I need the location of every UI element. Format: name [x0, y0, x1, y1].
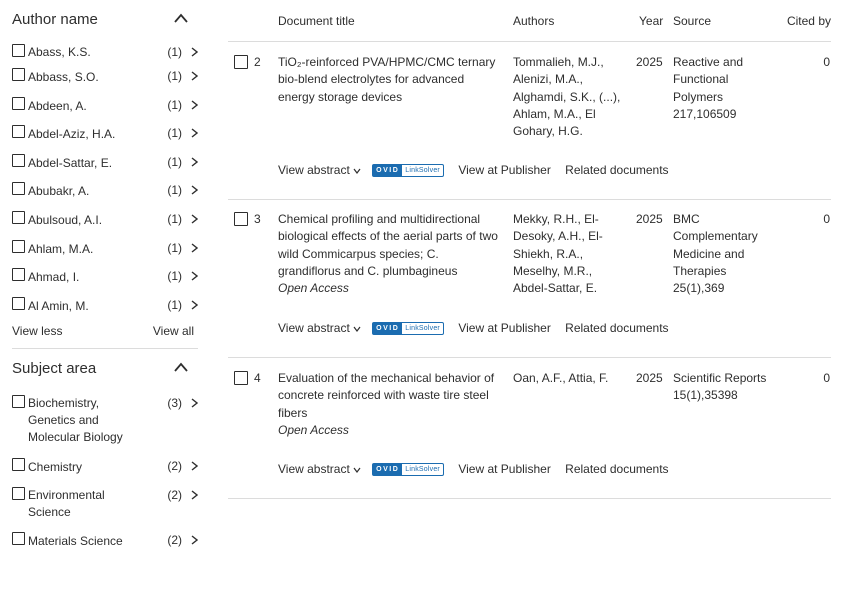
header-divider [228, 41, 831, 42]
facet-item-label: Ahmad, I. [28, 270, 80, 284]
chevron-right-icon[interactable] [191, 490, 198, 500]
row-cited-by: 0 [823, 55, 830, 69]
facet-item-label: Abulsoud, A.I. [28, 213, 103, 227]
facet-item-count: (1) [167, 212, 182, 226]
facet-item-count: (1) [167, 269, 182, 283]
row-year: 2025 [636, 55, 663, 69]
facet-item-label: Abdel-Sattar, E. [28, 156, 113, 170]
view-at-publisher-link[interactable]: View at Publisher [458, 321, 551, 336]
facet-item-author[interactable] [12, 68, 198, 97]
document-title-text: Evaluation of the mechanical behavior of concrete reinforced with waste tire steel fibers [278, 371, 495, 420]
chevron-down-icon [353, 467, 361, 473]
checkbox[interactable] [12, 532, 25, 545]
related-documents-link[interactable]: Related documents [565, 321, 669, 336]
subject-facet-title: Subject area [12, 360, 97, 377]
table-row [228, 211, 831, 341]
facet-item-count: (1) [167, 183, 182, 197]
facet-item-subject[interactable] [12, 532, 198, 552]
ovid-logo-text: OVID [373, 165, 402, 176]
row-divider [228, 498, 831, 499]
row-year: 2025 [636, 212, 663, 226]
row-authors[interactable]: Oan, A.F., Attia, F. [513, 371, 609, 385]
facet-item-label: Ahlam, M.A. [28, 242, 94, 256]
facet-item-author[interactable] [12, 154, 198, 182]
view-abstract-label: View abstract [278, 163, 350, 178]
facet-item-label: Al Amin, M. [28, 299, 89, 313]
row-year: 2025 [636, 371, 663, 385]
chevron-down-icon [353, 326, 361, 332]
row-divider [228, 357, 831, 358]
facet-item-label: Abubakr, A. [28, 184, 90, 198]
facet-item-subject[interactable] [12, 458, 198, 487]
chevron-right-icon[interactable] [191, 185, 198, 195]
facet-item-count: (2) [167, 488, 182, 502]
document-title-link[interactable] [278, 211, 503, 297]
row-source[interactable]: Scientific Reports 15(1),35398 [673, 371, 767, 403]
chevron-right-icon[interactable] [191, 47, 198, 57]
facet-item-label: Abdel-Aziz, H.A. [28, 127, 116, 141]
column-header-year[interactable]: Year [639, 14, 664, 28]
row-actions [278, 320, 680, 337]
facet-item-count: (1) [167, 241, 182, 255]
chevron-up-icon[interactable] [174, 13, 188, 23]
facet-item-count: (2) [167, 533, 182, 547]
facet-item-count: (1) [167, 126, 182, 140]
column-header-title[interactable]: Document title [278, 14, 355, 28]
checkbox[interactable] [12, 297, 25, 310]
facet-item-author[interactable] [12, 268, 198, 297]
filter-sidebar [12, 0, 198, 552]
row-source[interactable]: Reactive and Functional Polymers 217,106509 [673, 55, 744, 121]
view-at-publisher-link[interactable]: View at Publisher [458, 163, 551, 178]
facet-item-label: Materials Science [28, 534, 123, 548]
view-abstract-label: View abstract [278, 462, 350, 477]
chevron-right-icon[interactable] [191, 271, 198, 281]
facet-item-count: (1) [167, 98, 182, 112]
checkbox[interactable] [12, 240, 25, 253]
row-checkbox[interactable] [234, 371, 248, 385]
view-abstract-button[interactable] [278, 320, 361, 337]
facet-item-count: (1) [167, 155, 182, 169]
facet-item-author[interactable] [12, 211, 198, 240]
facet-item-author[interactable] [12, 125, 198, 154]
chevron-right-icon[interactable] [191, 128, 198, 138]
facet-item-subject[interactable] [12, 487, 198, 532]
chevron-right-icon[interactable] [191, 100, 198, 110]
facet-item-label: Abass, K.S. [28, 45, 91, 59]
facet-item-author[interactable] [12, 182, 198, 211]
chevron-right-icon[interactable] [191, 461, 198, 471]
chevron-right-icon[interactable] [191, 157, 198, 167]
author-facet-header[interactable] [12, 0, 198, 39]
author-facet-links [12, 322, 198, 342]
open-access-label: Open Access [278, 281, 349, 296]
facet-item-author[interactable] [12, 297, 198, 322]
column-header-cited-by[interactable]: Cited by [786, 14, 831, 28]
checkbox[interactable] [12, 97, 25, 110]
ovid-logo-text: OVID [373, 464, 402, 475]
view-abstract-button[interactable] [278, 461, 361, 478]
ovid-linksolver-button[interactable] [372, 164, 444, 177]
document-title-link[interactable] [278, 370, 503, 439]
row-authors[interactable]: Mekky, R.H., El-Desoky, A.H., El-Shiekh, R.A., Meselhy, M.R., Abdel-Sattar, E. [513, 212, 603, 296]
table-row [228, 54, 831, 184]
linksolver-text: LinkSolver [405, 466, 440, 474]
checkbox[interactable] [12, 211, 25, 224]
row-checkbox[interactable] [234, 55, 248, 69]
author-facet-title: Author name [12, 11, 98, 28]
view-less-link[interactable]: View less [12, 324, 63, 338]
row-authors[interactable]: Tommalieh, M.J., Alenizi, M.A., Alghamdi, S.K., (...), Ahlam, M.A., El Gohary, H.G. [513, 55, 621, 139]
view-all-link[interactable]: View all [152, 324, 194, 338]
checkbox[interactable] [12, 458, 25, 471]
row-number: 2 [254, 55, 261, 69]
column-header-authors[interactable]: Authors [513, 14, 555, 28]
linksolver-text: LinkSolver [405, 167, 440, 175]
facet-item-author[interactable] [12, 97, 198, 125]
chevron-right-icon[interactable] [191, 214, 198, 224]
facet-item-count: (3) [167, 396, 182, 410]
row-divider [228, 199, 831, 200]
checkbox[interactable] [12, 487, 25, 500]
chevron-down-icon [353, 168, 361, 174]
related-documents-link[interactable]: Related documents [565, 462, 669, 477]
view-abstract-button[interactable] [278, 162, 361, 179]
facet-item-count: (1) [167, 298, 182, 312]
ovid-logo-text: OVID [373, 323, 402, 334]
linksolver-text: LinkSolver [405, 325, 440, 333]
row-number: 4 [254, 371, 261, 385]
facet-item-count: (2) [167, 459, 182, 473]
chevron-right-icon[interactable] [191, 398, 198, 408]
checkbox[interactable] [12, 268, 25, 281]
chevron-right-icon[interactable] [191, 243, 198, 253]
chevron-right-icon[interactable] [191, 535, 198, 545]
facet-item-count: (1) [167, 69, 182, 83]
row-cited-by: 0 [823, 371, 830, 385]
ovid-linksolver-button[interactable] [372, 463, 444, 476]
view-at-publisher-link[interactable]: View at Publisher [458, 462, 551, 477]
facet-item-count: (1) [167, 45, 182, 59]
row-source[interactable]: BMC Complementary Medicine and Therapies 25(1),369 [673, 212, 758, 296]
document-title-text: Chemical profiling and multidirectional biological effects of the aerial parts of two wild Commicarpus species; C. grandiflorus and C. plumbagineus [278, 212, 498, 278]
facet-item-label: Abdeen, A. [28, 99, 87, 113]
chevron-up-icon[interactable] [174, 362, 188, 372]
document-title-text: TiO₂-reinforced PVA/HPMC/CMC ternary bio-blend electrolytes for advanced energy storage devices [278, 55, 496, 104]
facet-item-subject[interactable] [12, 395, 198, 458]
open-access-label: Open Access [278, 422, 349, 437]
chevron-right-icon[interactable] [191, 71, 198, 81]
column-header-source[interactable]: Source [673, 14, 712, 28]
facet-item-label: Abbass, S.O. [28, 70, 99, 84]
checkbox[interactable] [12, 125, 25, 138]
facet-item-author[interactable] [12, 240, 198, 268]
checkbox[interactable] [12, 395, 25, 408]
checkbox[interactable] [12, 182, 25, 195]
row-checkbox[interactable] [234, 212, 248, 226]
view-abstract-label: View abstract [278, 321, 350, 336]
facet-item-author[interactable] [12, 39, 198, 68]
facet-item-label: Environmental Science [28, 488, 105, 519]
row-actions [278, 461, 680, 478]
facet-item-label: Biochemistry, Genetics and Molecular Biology [28, 396, 123, 444]
checkbox[interactable] [12, 154, 25, 167]
ovid-linksolver-button[interactable] [372, 322, 444, 335]
row-actions [278, 162, 680, 179]
document-title-link[interactable] [278, 54, 503, 106]
row-number: 3 [254, 212, 261, 226]
checkbox[interactable] [12, 44, 25, 57]
chevron-right-icon[interactable] [191, 300, 198, 310]
facet-item-label: Chemistry [28, 460, 83, 474]
row-cited-by: 0 [823, 212, 830, 226]
subject-facet-header[interactable] [12, 348, 198, 388]
table-row [228, 370, 831, 485]
checkbox[interactable] [12, 68, 25, 81]
related-documents-link[interactable]: Related documents [565, 163, 669, 178]
